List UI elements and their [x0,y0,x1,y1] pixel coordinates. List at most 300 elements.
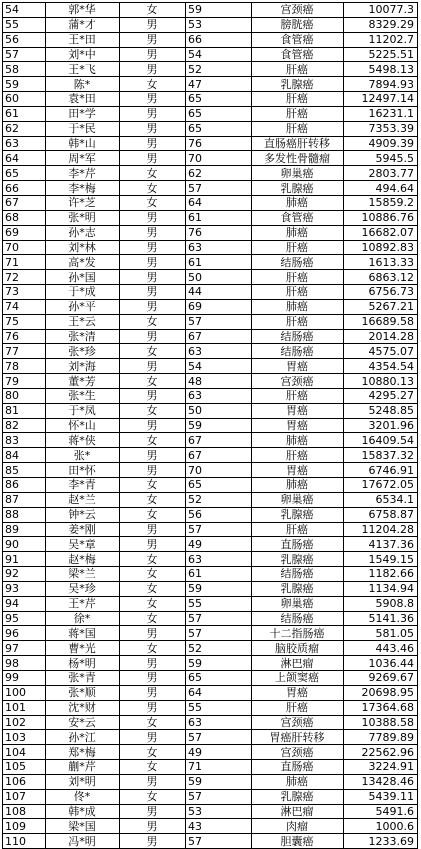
amount-cell: 11204.28 [344,522,418,537]
amount-cell: 12497.14 [344,92,418,107]
diagnosis-cell: 肺癌 [252,195,344,210]
diagnosis-cell: 宫颈癌 [252,374,344,389]
diagnosis-cell: 肝癌 [252,62,344,77]
diagnosis-cell: 乳腺癌 [252,552,344,567]
sex-cell: 男 [120,359,186,374]
table-row [3,121,418,136]
age-cell: 55 [186,700,252,715]
table-row [3,47,418,62]
patient-name-cell: 王*田 [46,32,120,47]
age-cell: 53 [186,17,252,32]
age-cell: 52 [186,641,252,656]
amount-cell: 11202.7 [344,32,418,47]
row-number-cell: 57 [3,47,46,62]
diagnosis-cell: 肺癌 [252,774,344,789]
amount-cell: 9269.67 [344,670,418,685]
table-row [3,151,418,166]
diagnosis-cell: 肺癌 [252,478,344,493]
amount-cell: 1182.66 [344,567,418,582]
table-row [3,285,418,300]
table-row [3,403,418,418]
row-number-cell: 60 [3,92,46,107]
row-number-cell: 72 [3,270,46,285]
patient-name-cell: 梁*国 [46,819,120,834]
amount-cell: 4137.36 [344,537,418,552]
patient-name-cell: 张*明 [46,210,120,225]
age-cell: 61 [186,210,252,225]
patient-name-cell: 王*飞 [46,62,120,77]
amount-cell: 6746.91 [344,463,418,478]
amount-cell: 2803.77 [344,166,418,181]
patient-name-cell: 沈*财 [46,700,120,715]
sex-cell: 男 [120,656,186,671]
age-cell: 64 [186,685,252,700]
row-number-cell: 70 [3,240,46,255]
sex-cell: 男 [120,92,186,107]
table-row [3,106,418,121]
diagnosis-cell: 食管癌 [252,210,344,225]
age-cell: 63 [186,552,252,567]
amount-cell: 1233.69 [344,834,418,849]
age-cell: 57 [186,789,252,804]
diagnosis-cell: 肺癌 [252,299,344,314]
diagnosis-cell: 肝癌 [252,285,344,300]
patient-name-cell: 孙*江 [46,730,120,745]
table-row [3,329,418,344]
amount-cell: 3224.91 [344,760,418,775]
row-number-cell: 91 [3,552,46,567]
row-number-cell: 73 [3,285,46,300]
amount-cell: 5908.8 [344,596,418,611]
patient-name-cell: 张* [46,448,120,463]
sex-cell: 男 [120,32,186,47]
table-row [3,388,418,403]
age-cell: 59 [186,418,252,433]
row-number-cell: 110 [3,834,46,849]
patient-name-cell: 田*学 [46,106,120,121]
row-number-cell: 92 [3,567,46,582]
age-cell: 49 [186,745,252,760]
amount-cell: 5225.51 [344,47,418,62]
amount-cell: 1036.44 [344,656,418,671]
age-cell: 70 [186,151,252,166]
sex-cell: 男 [120,210,186,225]
table-row [3,195,418,210]
sex-cell: 男 [120,834,186,849]
table-row [3,804,418,819]
diagnosis-cell: 肺癌 [252,433,344,448]
sex-cell: 男 [120,463,186,478]
age-cell: 63 [186,240,252,255]
row-number-cell: 88 [3,507,46,522]
patient-name-cell: 孙*志 [46,225,120,240]
patient-name-cell: 郭*华 [46,3,120,18]
sex-cell: 女 [120,433,186,448]
row-number-cell: 58 [3,62,46,77]
amount-cell: 494.64 [344,181,418,196]
diagnosis-cell: 乳腺癌 [252,507,344,522]
age-cell: 55 [186,596,252,611]
amount-cell: 581.05 [344,626,418,641]
age-cell: 59 [186,581,252,596]
row-number-cell: 97 [3,641,46,656]
table-row [3,433,418,448]
row-number-cell: 74 [3,299,46,314]
row-number-cell: 101 [3,700,46,715]
sex-cell: 男 [120,329,186,344]
patient-name-cell: 李*梅 [46,181,120,196]
amount-cell: 1134.94 [344,581,418,596]
sex-cell: 女 [120,77,186,92]
age-cell: 67 [186,448,252,463]
patient-name-cell: 孙*平 [46,299,120,314]
age-cell: 57 [186,181,252,196]
age-cell: 57 [186,611,252,626]
age-cell: 52 [186,62,252,77]
age-cell: 65 [186,92,252,107]
table-row [3,3,418,18]
row-number-cell: 77 [3,344,46,359]
amount-cell: 16231.1 [344,106,418,121]
patient-name-cell: 刘*明 [46,774,120,789]
amount-cell: 13428.46 [344,774,418,789]
sex-cell: 女 [120,344,186,359]
amount-cell: 4354.54 [344,359,418,374]
table-row [3,448,418,463]
diagnosis-cell: 结肠癌 [252,567,344,582]
patient-name-cell: 蒯*芹 [46,760,120,775]
age-cell: 63 [186,715,252,730]
sex-cell: 女 [120,745,186,760]
row-number-cell: 59 [3,77,46,92]
age-cell: 63 [186,388,252,403]
diagnosis-cell: 淋巴瘤 [252,656,344,671]
row-number-cell: 56 [3,32,46,47]
table-row [3,700,418,715]
table-row [3,374,418,389]
table-row [3,181,418,196]
row-number-cell: 102 [3,715,46,730]
diagnosis-cell: 肺癌 [252,225,344,240]
amount-cell: 6534.1 [344,492,418,507]
sex-cell: 男 [120,774,186,789]
age-cell: 66 [186,32,252,47]
sex-cell: 男 [120,136,186,151]
age-cell: 57 [186,834,252,849]
table-row [3,715,418,730]
age-cell: 50 [186,270,252,285]
amount-cell: 5267.21 [344,299,418,314]
table-row [3,240,418,255]
patient-name-cell: 钟*云 [46,507,120,522]
sex-cell: 女 [120,195,186,210]
age-cell: 61 [186,255,252,270]
patient-name-cell: 高*发 [46,255,120,270]
table-row [3,774,418,789]
row-number-cell: 66 [3,181,46,196]
amount-cell: 10880.13 [344,374,418,389]
row-number-cell: 103 [3,730,46,745]
patient-name-cell: 徐* [46,611,120,626]
age-cell: 61 [186,567,252,582]
sex-cell: 男 [120,537,186,552]
table-row [3,210,418,225]
amount-cell: 4295.27 [344,388,418,403]
diagnosis-cell: 胃癌 [252,463,344,478]
patient-name-cell: 张*珍 [46,344,120,359]
table-row [3,745,418,760]
sex-cell: 女 [120,611,186,626]
diagnosis-cell: 胃癌 [252,418,344,433]
amount-cell: 20698.95 [344,685,418,700]
patient-name-cell: 许*芝 [46,195,120,210]
diagnosis-cell: 胃癌 [252,403,344,418]
amount-cell: 7789.89 [344,730,418,745]
patient-table-container [2,2,418,849]
sex-cell: 女 [120,507,186,522]
amount-cell: 17364.68 [344,700,418,715]
diagnosis-cell: 肝癌 [252,92,344,107]
row-number-cell: 68 [3,210,46,225]
patient-name-cell: 张*青 [46,670,120,685]
table-row [3,819,418,834]
row-number-cell: 67 [3,195,46,210]
amount-cell: 15859.2 [344,195,418,210]
row-number-cell: 108 [3,804,46,819]
amount-cell: 443.46 [344,641,418,656]
row-number-cell: 82 [3,418,46,433]
amount-cell: 7353.39 [344,121,418,136]
amount-cell: 4575.07 [344,344,418,359]
diagnosis-cell: 结肠癌 [252,255,344,270]
sex-cell: 男 [120,819,186,834]
table-row [3,92,418,107]
patient-name-cell: 郑*梅 [46,745,120,760]
diagnosis-cell: 肝癌 [252,106,344,121]
sex-cell: 女 [120,3,186,18]
amount-cell: 10077.3 [344,3,418,18]
row-number-cell: 75 [3,314,46,329]
age-cell: 67 [186,433,252,448]
patient-name-cell: 蒋*侠 [46,433,120,448]
patient-name-cell: 梁*兰 [46,567,120,582]
sex-cell: 男 [120,151,186,166]
row-number-cell: 93 [3,581,46,596]
table-row [3,685,418,700]
table-row [3,359,418,374]
diagnosis-cell: 肝癌 [252,314,344,329]
patient-name-cell: 张*顺 [46,685,120,700]
table-row [3,507,418,522]
table-row [3,344,418,359]
diagnosis-cell: 乳腺癌 [252,181,344,196]
table-row [3,463,418,478]
sex-cell: 女 [120,581,186,596]
patient-name-cell: 王*芹 [46,596,120,611]
age-cell: 63 [186,344,252,359]
table-row [3,225,418,240]
diagnosis-cell: 宫颈癌 [252,715,344,730]
row-number-cell: 96 [3,626,46,641]
row-number-cell: 81 [3,403,46,418]
sex-cell: 男 [120,804,186,819]
patient-name-cell: 蒋*国 [46,626,120,641]
table-row [3,478,418,493]
patient-name-cell: 王*云 [46,314,120,329]
diagnosis-cell: 多发性骨髓瘤 [252,151,344,166]
sex-cell: 男 [120,121,186,136]
amount-cell: 5498.13 [344,62,418,77]
amount-cell: 10886.76 [344,210,418,225]
diagnosis-cell: 胃癌 [252,685,344,700]
row-number-cell: 54 [3,3,46,18]
sex-cell: 男 [120,17,186,32]
sex-cell: 男 [120,670,186,685]
age-cell: 65 [186,670,252,685]
age-cell: 56 [186,507,252,522]
patient-name-cell: 张*清 [46,329,120,344]
row-number-cell: 62 [3,121,46,136]
table-row [3,641,418,656]
amount-cell: 5491.6 [344,804,418,819]
table-row [3,270,418,285]
patient-name-cell: 田*怀 [46,463,120,478]
sex-cell: 女 [120,641,186,656]
sex-cell: 男 [120,730,186,745]
age-cell: 67 [186,329,252,344]
sex-cell: 女 [120,715,186,730]
sex-cell: 女 [120,478,186,493]
amount-cell: 10892.83 [344,240,418,255]
age-cell: 57 [186,522,252,537]
diagnosis-cell: 肝癌 [252,700,344,715]
age-cell: 76 [186,136,252,151]
diagnosis-cell: 乳腺癌 [252,77,344,92]
table-row [3,730,418,745]
sex-cell: 男 [120,700,186,715]
sex-cell: 男 [120,62,186,77]
amount-cell: 3201.96 [344,418,418,433]
table-row [3,670,418,685]
table-row [3,552,418,567]
diagnosis-cell: 胆囊癌 [252,834,344,849]
diagnosis-cell: 肝癌 [252,121,344,136]
row-number-cell: 83 [3,433,46,448]
table-row [3,418,418,433]
table-row [3,166,418,181]
patient-name-cell: 李*青 [46,478,120,493]
sex-cell: 男 [120,685,186,700]
sex-cell: 女 [120,314,186,329]
amount-cell: 1613.33 [344,255,418,270]
row-number-cell: 55 [3,17,46,32]
row-number-cell: 95 [3,611,46,626]
amount-cell: 6863.12 [344,270,418,285]
table-row [3,32,418,47]
age-cell: 57 [186,626,252,641]
sex-cell: 女 [120,760,186,775]
amount-cell: 5248.85 [344,403,418,418]
patient-name-cell: 于*凤 [46,403,120,418]
patient-name-cell: 于*成 [46,285,120,300]
row-number-cell: 76 [3,329,46,344]
patient-name-cell: 韩*山 [46,136,120,151]
diagnosis-cell: 结肠癌 [252,611,344,626]
patient-name-cell: 刘*林 [46,240,120,255]
patient-name-cell: 陈* [46,77,120,92]
amount-cell: 16689.58 [344,314,418,329]
table-row [3,299,418,314]
diagnosis-cell: 十二指肠癌 [252,626,344,641]
table-row [3,760,418,775]
row-number-cell: 69 [3,225,46,240]
age-cell: 54 [186,359,252,374]
patient-name-cell: 冯*明 [46,834,120,849]
table-body [3,3,418,849]
diagnosis-cell: 卵巢癌 [252,166,344,181]
amount-cell: 5945.5 [344,151,418,166]
diagnosis-cell: 肝癌 [252,388,344,403]
patient-name-cell: 安*云 [46,715,120,730]
row-number-cell: 109 [3,819,46,834]
row-number-cell: 104 [3,745,46,760]
row-number-cell: 71 [3,255,46,270]
patient-name-cell: 董*芳 [46,374,120,389]
age-cell: 47 [186,77,252,92]
patient-name-cell: 袁*田 [46,92,120,107]
table-row [3,581,418,596]
patient-name-cell: 刘*中 [46,47,120,62]
diagnosis-cell: 乳腺癌 [252,581,344,596]
diagnosis-cell: 胃癌 [252,359,344,374]
amount-cell: 10388.58 [344,715,418,730]
row-number-cell: 98 [3,656,46,671]
row-number-cell: 84 [3,448,46,463]
row-number-cell: 86 [3,478,46,493]
sex-cell: 女 [120,403,186,418]
age-cell: 52 [186,492,252,507]
sex-cell: 女 [120,596,186,611]
row-number-cell: 99 [3,670,46,685]
patient-name-cell: 于*民 [46,121,120,136]
table-row [3,77,418,92]
amount-cell: 8329.29 [344,17,418,32]
row-number-cell: 105 [3,760,46,775]
sex-cell: 男 [120,270,186,285]
table-row [3,492,418,507]
table-row [3,834,418,849]
age-cell: 64 [186,195,252,210]
row-number-cell: 85 [3,463,46,478]
diagnosis-cell: 结肠癌 [252,329,344,344]
diagnosis-cell: 肝癌 [252,448,344,463]
diagnosis-cell: 食管癌 [252,32,344,47]
diagnosis-cell: 直肠癌 [252,537,344,552]
table-row [3,136,418,151]
amount-cell: 2014.28 [344,329,418,344]
row-number-cell: 87 [3,492,46,507]
patient-name-cell: 佟* [46,789,120,804]
diagnosis-cell: 胃癌肝转移 [252,730,344,745]
amount-cell: 6756.73 [344,285,418,300]
sex-cell: 女 [120,166,186,181]
table-row [3,17,418,32]
age-cell: 65 [186,121,252,136]
row-number-cell: 94 [3,596,46,611]
diagnosis-cell: 直肠癌肝转移 [252,136,344,151]
age-cell: 69 [186,299,252,314]
sex-cell: 男 [120,47,186,62]
